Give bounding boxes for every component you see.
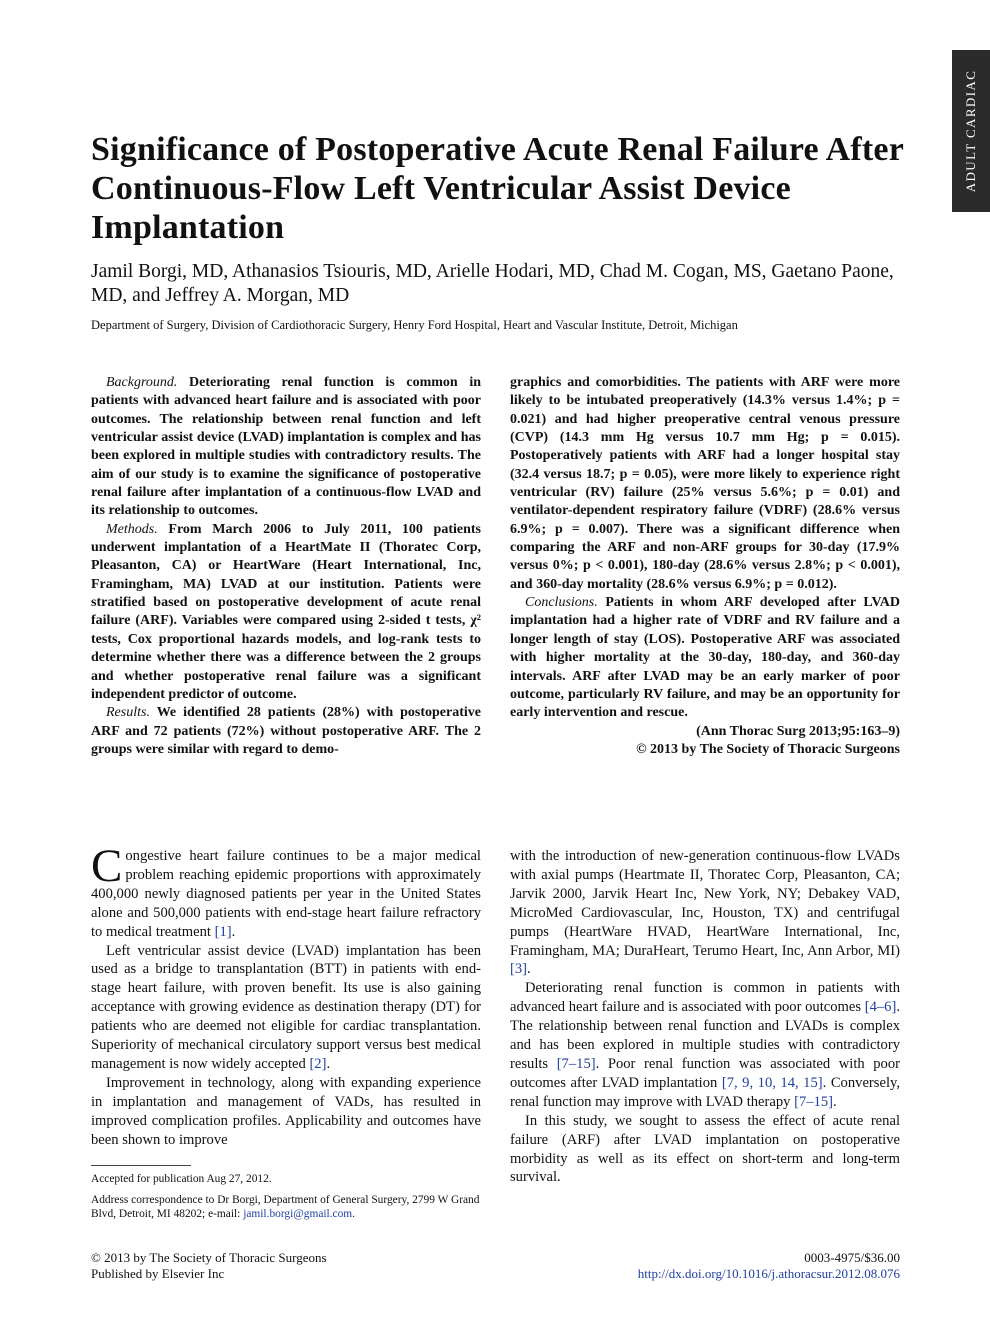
paragraph-text: Improvement in technology, along with expanding experience in implantation and management of VADs, has resulted in improved complication profiles. Applicability and outcomes have been shown to improve <box>91 1074 481 1148</box>
footnotes <box>91 1172 481 1228</box>
background-label: Background. <box>106 375 178 390</box>
reference-link[interactable]: [7–15] <box>794 1093 834 1110</box>
reference-link[interactable]: [4–6] <box>864 999 897 1016</box>
accepted-note: Accepted for publication Aug 27, 2012. <box>91 1173 272 1185</box>
author-list: Jamil Borgi, MD, Athanasios Tsiouris, MD, Arielle Hodari, MD, Chad M. Cogan, MS, Gaetano Paone, MD, and Jeffrey A. Morgan, MD <box>91 261 894 306</box>
section-tab-label: ADULT CARDIAC <box>963 69 978 193</box>
reference-link[interactable]: [1] <box>214 923 232 940</box>
abstract-methods <box>91 521 481 704</box>
body-paragraph-2: Left ventricular assist device (LVAD) implantation has been used as a bridge to transplantation (BTT) in patients with end-stage heart failure, with proven benefit. Its use is also gaining acceptance with growing evidence as destination therapy (DT) for patients who are deemed not eligible for cardiac transplantation. Superiority of mechanical circulatory support versus best medical management is now widely accepted [2]. <box>91 942 481 1072</box>
issn-price: 0003-4975/$36.00 <box>804 1250 900 1265</box>
footnote-divider <box>91 1165 191 1166</box>
body-paragraph-3-continued: with the introduction of new-generation continuous-flow LVADs with axial pumps (Heartmate II, Thoratec Corp, Pleasanton, CA; Jarvik 2000, Jarvik Heart Inc, New York, NY; Debakey VAD, MicroMed Cardiovascular, Inc, Houston, TX) and centrifugal pumps (HeartWare HVAD, HeartWare International, Inc, Framingham, MA; DuraHeart, Terumo Heart, Inc, Ann Arbor, MI) [3]. <box>510 848 900 978</box>
abstract-background <box>91 374 481 521</box>
body-paragraph-4: Deteriorating renal function is common in patients with advanced heart failure and is associated with poor outcomes [4–6]. The relationship between renal function and LVADs is complex and has been explored in multiple studies with contradictory results [7–15]. Poor renal function was associated with poor outcomes after LVAD implantation [7, 9, 10, 14, 15]. Conversely, renal function may improve with LVAD therapy [7–15]. <box>510 980 901 1110</box>
reference-link[interactable]: [2] <box>309 1055 327 1072</box>
results-text-part1: We identified 28 patients (28%) with postoperative ARF and 72 patients (72%) without postoperative ARF. The 2 groups were similar with regard to demo- <box>91 705 481 757</box>
body-left-column <box>91 840 481 1150</box>
paragraph-text: Conversely, renal function may improve with LVAD therapy <box>510 1074 900 1110</box>
body-right-column <box>510 847 900 1187</box>
methods-label: Methods. <box>106 521 158 537</box>
abstract-results <box>91 704 481 759</box>
drop-cap: C <box>91 840 123 892</box>
background-text: Deteriorating renal function is common in patients with advanced heart failure and is associated with poor outcomes. The relationship between renal function and left ventricular assist device (LVAD) implantation is complex and has been explored in multiple studies with contradictory results. The aim of our study is to examine the significance of postoperative renal failure after implantation of a continuous-flow LVAD and its relationship to outcomes. <box>91 375 481 519</box>
methods-text: From March 2006 to July 2011, 100 patients underwent implantation of a HeartMate II (Thoratec Corp, Pleasanton, CA) or HeartWare (Heart International, Inc, Framingham, MA) LVAD at our institution. Patients were stratified based on postoperative development of acute renal failure (ARF). Variables were compared using 2-sided t tests, χ² tests, Cox proportional hazards models, and log-rank tests to determine whether there was a difference between the 2 groups and whether postoperative renal failure was a significant independent predictor of outcome. <box>91 521 481 702</box>
paragraph-text: ongestive heart failure continues to be a major medical problem reaching epidemic proportions with approximately 400,000 newly diagnosed patients per year in the United States alone and 500,000 patients with end-stage heart failure refractory to medical treatment <box>91 848 481 940</box>
body-paragraph-5: In this study, we sought to assess the effect of acute renal failure (ARF) after LVAD implantation on postoperative morbidity as well as its effect on short-term and long-term survival. <box>510 1112 900 1186</box>
correspondence-note: Address correspondence to Dr Borgi, Department of General Surgery, 2799 W Grand Blvd, Detroit, MI 48202; e-mail: jamil.borgi@gmail.com. <box>91 1193 480 1220</box>
abstract-conclusions <box>510 594 900 722</box>
footer-copyright: © 2013 by The Society of Thoracic Surgeons <box>91 1250 327 1265</box>
article-title: Significance of Postoperative Acute Renal Failure After Continuous-Flow Left Ventricular Assist Device Implantation <box>91 131 904 246</box>
reference-link[interactable]: [7–15] <box>556 1055 596 1072</box>
email-link[interactable]: jamil.borgi@gmail.com <box>243 1208 353 1220</box>
footer-left <box>91 1250 327 1282</box>
abstract-right-column <box>510 374 900 759</box>
paragraph-text: Deteriorating renal function is common in patients with advanced heart failure and is associated with poor outcomes <box>510 980 900 1016</box>
footer-publisher: Published by Elsevier Inc <box>91 1266 225 1281</box>
reference-link[interactable]: [7, 9, 10, 14, 15] <box>721 1074 823 1091</box>
correspondence-address: Address correspondence to Dr Borgi, Department of General Surgery, 2799 W Grand Blvd, Detroit, MI 48202; e-mail: <box>91 1193 480 1220</box>
body-paragraph-1: Congestive heart failure continues to be a major medical problem reaching epidemic proportions with approximately 400,000 newly diagnosed patients per year in the United States alone and 500,000 patients with end-stage heart failure refractory to medical treatment [1]. <box>91 840 481 940</box>
journal-citation: (Ann Thorac Surg 2013;95:163–9) <box>696 723 900 739</box>
conclusions-text: Patients in whom ARF developed after LVAD implantation had a higher rate of VDRF and RV failure and a longer length of stay (LOS). Postoperative ARF was associated with higher mortality at the 30-day, 180-day, and 360-day intervals. ARF after LVAD may be an early marker of poor outcome, particularly RV failure, and may be an opportunity for early intervention and rescue. <box>510 595 900 721</box>
doi-link[interactable]: http://dx.doi.org/10.1016/j.athoracsur.2012.08.076 <box>637 1266 900 1281</box>
affiliation: Department of Surgery, Division of Cardiothoracic Surgery, Henry Ford Hospital, Heart and Vascular Institute, Detroit, Michigan <box>91 318 738 332</box>
footer-right <box>638 1250 900 1282</box>
abstract-results-continued: graphics and comorbidities. The patients with ARF were more likely to be intubated preoperatively (14.3% versus 1.4%; p = 0.021) and had higher preoperative central venous pressure (CVP) (14.3 mm Hg versus 10.7 mm Hg; p = 0.015). Postoperatively patients with ARF had a longer hospital stay (32.4 versus 18.7; p = 0.05), were more likely to experience right ventricular (RV) failure (25% versus 5.6%; p = 0.01) and ventilator-dependent respiratory failure (VDRF) (28.6% versus 6.9%; p = 0.007). There was a significant difference when comparing the ARF and non-ARF groups for 30-day (17.9% versus 0%; p < 0.001), 180-day (28.6% versus 2.8%; p < 0.001), and 360-day mortality (28.6% versus 6.9%; p = 0.012). <box>510 375 900 592</box>
paragraph-text: The relationship between renal function and LVADs is complex and has been explored in multiple studies with contradictory results <box>510 1018 900 1072</box>
results-label: Results. <box>106 705 150 721</box>
conclusions-label: Conclusions. <box>525 595 598 611</box>
paragraph-text: Left ventricular assist device (LVAD) implantation has been used as a bridge to transplantation (BTT) in patients with end-stage heart failure, with proven benefit. Its use is also gaining acceptance with growing evidence as destination therapy (DT) for patients who are deemed not eligible for cardiac transplantation. Superiority of mechanical circulatory support versus best medical management is now widely accepted <box>91 942 481 1072</box>
paragraph-text: Poor renal function was associated with poor outcomes after LVAD implantation <box>510 1055 901 1091</box>
abstract-copyright: © 2013 by The Society of Thoracic Surgeons <box>636 741 900 757</box>
body-paragraph-3 <box>91 1074 481 1150</box>
reference-link[interactable]: [3] <box>510 961 528 978</box>
abstract-left-column <box>91 374 481 759</box>
section-tab <box>952 50 990 212</box>
paragraph-text: with the introduction of new-generation continuous-flow LVADs with axial pumps (Heartmate II, Thoratec Corp, Pleasanton, CA; Jarvik 2000, Jarvik Heart Inc, New York, NY; Debakey VAD, MicroMed Cardiovascular, Inc, Houston, TX) and centrifugal pumps (HeartWare HVAD, HeartWare International, Inc, Framingham, MA; DuraHeart, Terumo Heart, Inc, Ann Arbor, MI) <box>510 848 900 959</box>
